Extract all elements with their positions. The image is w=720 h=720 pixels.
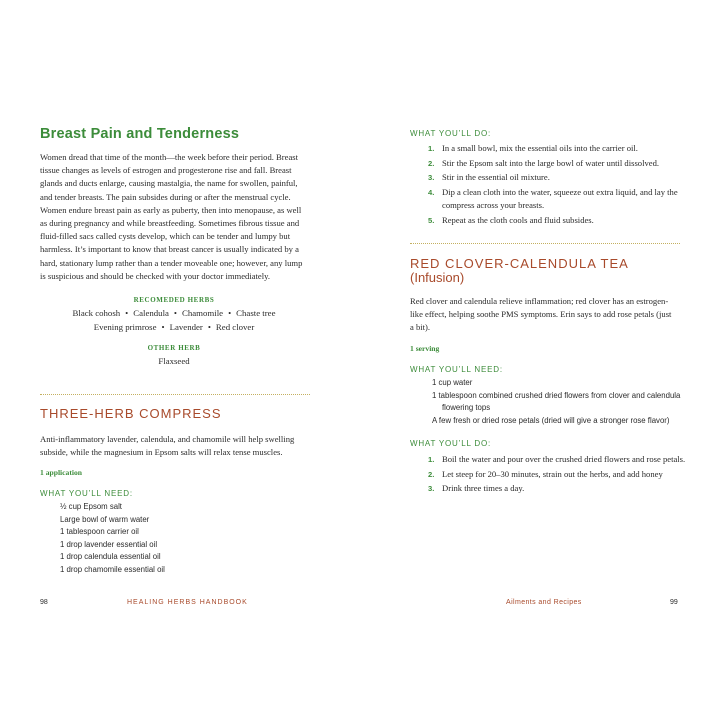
compress-steps — [428, 142, 690, 229]
list-item: A few fresh or dried rose petals (dried will give a stronger rose flavor) — [432, 415, 670, 425]
list-item: 1 drop chamomile essential oil — [60, 564, 165, 574]
list-item — [428, 482, 690, 495]
page-number-left: 98 — [40, 599, 48, 606]
other-herb: Flaxseed — [158, 356, 190, 366]
step-number: 2. — [428, 469, 435, 479]
recommended-label: RECOMEDED HERBS — [133, 296, 215, 304]
step-text: Dip a clean cloth into the water, squeeze out extra liquid, and lay the compress across your breasts. — [442, 187, 678, 211]
step-number: 1. — [428, 455, 435, 464]
intro-paragraph: Women dread that time of the month—the week before their period. Breast tissue changes as levels of estrogen and progesterone rise and fall. Breast glands and ducts enlarge, causing mastalgia, the name for swollen, painful, and tender breasts. The pain subsides during or after the menstrual cycle. Women endure breast pain as early as puberty, then into menopause, as well as during pregnancy and while breastfeeding. Sometimes fibrous tissue and fluid-filled sacs called cysts develop, which can be tender and lumpy but harmless. It’s important to know that breast cancer is usually indicated by a hard, stationary lump rather than a tender moveable one; however, any lump is suspicious and should be checked with your doctor immediately. — [40, 152, 303, 281]
running-head-left: HEALING HERBS HANDBOOK — [127, 599, 248, 606]
need-label: WHAT YOU’LL NEED: — [40, 489, 133, 498]
list-item — [428, 214, 690, 227]
step-number: 3. — [428, 484, 435, 494]
list-item — [428, 157, 690, 170]
tea-steps — [428, 453, 690, 497]
list-item — [428, 142, 690, 155]
step-text: In a small bowl, mix the essential oils into the carrier oil. — [442, 143, 638, 153]
step-text: Stir the Epsom salt into the large bowl of water until dissolved. — [442, 157, 660, 168]
tea-do-label: WHAT YOU’LL DO: — [410, 439, 492, 448]
tea-ingredient-list — [432, 377, 694, 427]
list-item — [428, 171, 690, 184]
herb-row-1: Black cohosh • Calendula • Chamomile • Chaste tree — [72, 308, 276, 318]
recommended-herbs — [40, 296, 308, 334]
recipe-yield: 1 application — [40, 468, 82, 477]
list-item: 1 tablespoon combined crushed dried flowers from clover and calendula flowering tops — [432, 390, 681, 413]
list-item: 1 drop calendula essential oil — [60, 552, 161, 562]
step-number: 1. — [428, 144, 435, 153]
running-head-right: Ailments and Recipes — [506, 599, 582, 606]
step-number: 4. — [428, 188, 435, 198]
divider — [410, 243, 680, 244]
other-herbs — [40, 344, 308, 369]
section-title: Breast Pain and Tenderness — [40, 126, 240, 142]
step-text: Drink three times a day. — [442, 483, 525, 494]
divider — [40, 394, 310, 395]
list-item: Large bowl of warm water — [60, 514, 150, 524]
herb: Evening primrose — [93, 321, 157, 332]
tea-subtitle: (Infusion) — [410, 270, 465, 285]
herb: Red clover — [215, 321, 255, 332]
list-item: ½ cup Epsom salt — [60, 502, 122, 511]
step-text: Let steep for 20–30 minutes, strain out the herbs, and add honey — [442, 468, 663, 479]
step-text: Stir in the essential oil mixture. — [442, 172, 550, 183]
tea-need-label: WHAT YOU’LL NEED: — [410, 365, 503, 374]
herb: Chamomile — [182, 308, 224, 318]
right-page — [360, 0, 720, 720]
list-item: 1 drop lavender essential oil — [60, 539, 158, 549]
list-item — [428, 186, 690, 212]
tea-description: Red clover and calendula relieve inflammation; red clover has an estrogen-like effect, helping soothe PMS symptoms. Erin says to add rose petals (just a bit). — [410, 296, 672, 333]
herb: Chaste tree — [236, 308, 276, 318]
other-label: OTHER HERB — [147, 344, 201, 352]
ingredient-list — [60, 501, 300, 577]
page-number-right: 99 — [670, 599, 678, 606]
do-label: WHAT YOU’LL DO: — [410, 129, 492, 138]
tea-title: RED CLOVER-CALENDULA TEA — [410, 256, 629, 271]
step-text: Repeat as the cloth cools and fluid subsides. — [442, 215, 594, 226]
list-item — [428, 453, 690, 466]
tea-yield: 1 serving — [410, 344, 440, 353]
recipe-description: Anti-inflammatory lavender, calendula, and chamomile will help swelling subside, while the magnesium in Epsom salts will relax tense muscles. — [40, 434, 295, 458]
herb: Black cohosh — [72, 308, 121, 318]
recipe-title: THREE-HERB COMPRESS — [40, 406, 222, 421]
herb: Calendula — [133, 308, 169, 318]
herb: Lavender — [169, 321, 203, 332]
list-item: 1 tablespoon carrier oil — [60, 527, 139, 537]
step-number: 3. — [428, 173, 435, 183]
herb-row-2: Evening primrose • Lavender • Red clover — [93, 321, 255, 332]
step-text: Boil the water and pour over the crushed dried flowers and rose petals. — [442, 454, 686, 464]
step-number: 5. — [428, 216, 435, 226]
list-item: 1 cup water — [432, 378, 473, 387]
step-number: 2. — [428, 158, 435, 168]
list-item — [428, 468, 690, 481]
